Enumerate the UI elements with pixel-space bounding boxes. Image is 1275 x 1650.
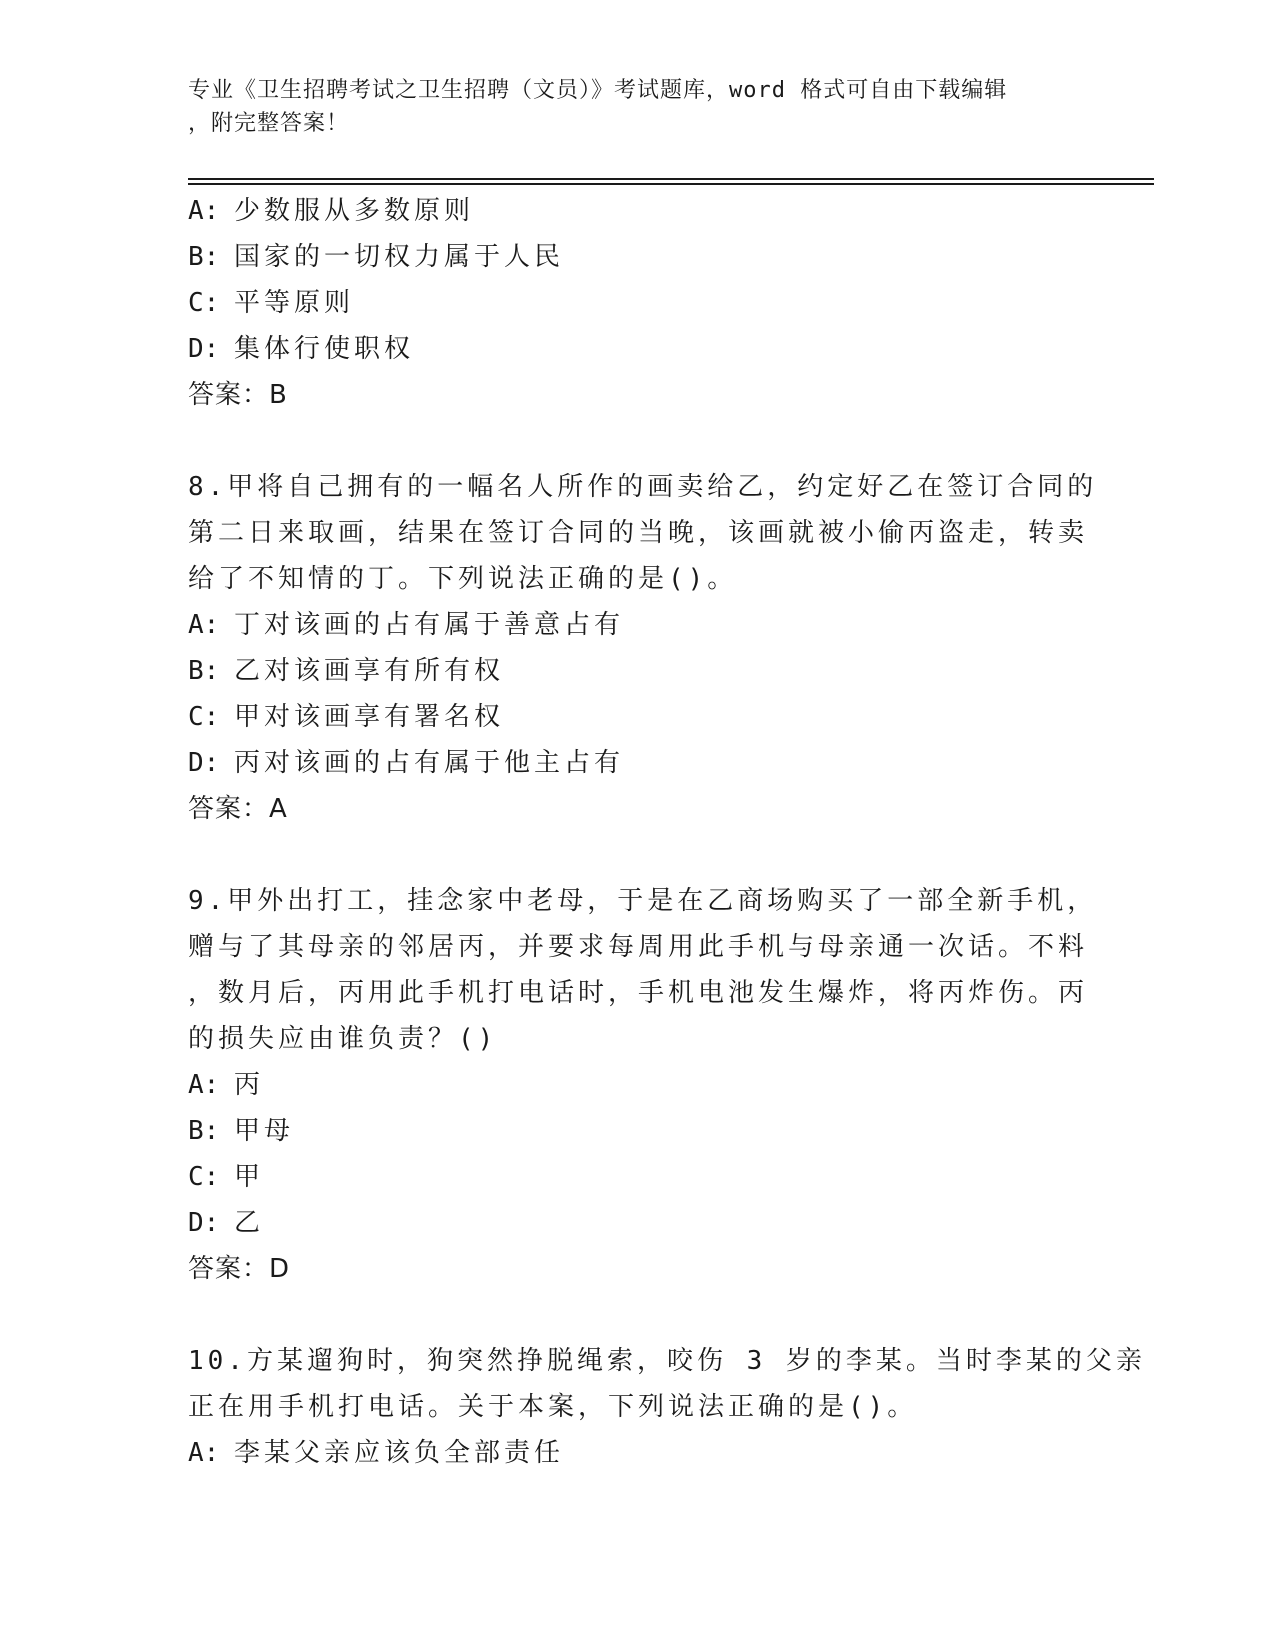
option-label: B: (188, 656, 220, 686)
option-label: C: (188, 1162, 220, 1192)
question-stem-line: 8.甲将自己拥有的一幅名人所作的画卖给乙，约定好乙在签订合同的 (188, 472, 1098, 502)
option-label: C: (188, 288, 220, 318)
option-label: A: (188, 1438, 220, 1468)
option-label: A: (188, 196, 220, 226)
option-a (188, 602, 1088, 648)
question-list (188, 188, 1146, 1476)
option-text: 李某父亲应该负全部责任 (234, 1438, 565, 1468)
option-label: B: (188, 1116, 220, 1146)
question-stem-line: 正在用手机打电话。关于本案，下列说法正确的是()。 (188, 1392, 918, 1422)
option-text: 丙对该画的占有属于他主占有 (234, 748, 625, 778)
option-text: 甲 (234, 1162, 265, 1192)
answer-line: 答案：D (188, 1254, 291, 1284)
option-b (188, 1108, 1088, 1154)
option-c (188, 1154, 1088, 1200)
question-block-continued (188, 188, 1088, 418)
option-d (188, 740, 1088, 786)
option-label: C: (188, 702, 220, 732)
option-c (188, 694, 1088, 740)
option-d (188, 1200, 1088, 1246)
question-9 (188, 878, 1098, 1292)
spacer (188, 418, 1088, 464)
option-a (188, 188, 1088, 234)
question-stem-line: 的损失应由谁负责？() (188, 1024, 498, 1054)
option-text: 平等原则 (234, 288, 355, 318)
header-divider-top (188, 178, 1154, 180)
option-text: 乙 (234, 1208, 265, 1238)
option-text: 甲母 (234, 1116, 295, 1146)
option-b (188, 234, 1088, 280)
question-stem-line: 赠与了其母亲的邻居丙，并要求每周用此手机与母亲通一次话。不料 (188, 932, 1089, 962)
option-text: 集体行使职权 (234, 334, 415, 364)
answer-line: 答案：B (188, 380, 288, 410)
document-header (188, 74, 1088, 140)
question-stem-line: 第二日来取画，结果在签订合同的当晚，该画就被小偷丙盗走，转卖 (188, 518, 1089, 548)
option-label: A: (188, 1070, 220, 1100)
header-line-1: 专业《卫生招聘考试之卫生招聘（文员）》考试题库，word 格式可自由下载编辑 (188, 78, 1008, 103)
answer-line: 答案：A (188, 794, 288, 824)
option-b (188, 648, 1088, 694)
header-line-2: ，附完整答案！ (188, 111, 350, 136)
spacer (188, 1292, 1088, 1338)
option-text: 丙 (234, 1070, 265, 1100)
option-text: 丁对该画的占有属于善意占有 (234, 610, 625, 640)
option-label: D: (188, 1208, 220, 1238)
option-text: 国家的一切权力属于人民 (234, 242, 565, 272)
question-8 (188, 464, 1098, 832)
option-text: 乙对该画享有所有权 (234, 656, 505, 686)
spacer (188, 832, 1088, 878)
question-stem-line: 给了不知情的丁。下列说法正确的是()。 (188, 564, 738, 594)
option-text: 甲对该画享有署名权 (234, 702, 505, 732)
option-label: D: (188, 748, 220, 778)
option-text: 少数服从多数原则 (234, 196, 475, 226)
question-stem-line: 9.甲外出打工，挂念家中老母，于是在乙商场购买了一部全新手机， (188, 886, 1098, 916)
option-label: B: (188, 242, 220, 272)
question-10 (188, 1338, 1146, 1476)
option-a (188, 1062, 1088, 1108)
header-divider-bottom (188, 183, 1154, 185)
option-d (188, 326, 1088, 372)
option-a (188, 1430, 1088, 1476)
option-label: A: (188, 610, 220, 640)
option-c (188, 280, 1088, 326)
question-stem-line: ，数月后，丙用此手机打电话时，手机电池发生爆炸，将丙炸伤。丙 (188, 978, 1089, 1008)
option-label: D: (188, 334, 220, 364)
question-stem-line: 10.方某遛狗时，狗突然挣脱绳索，咬伤 3 岁的李某。当时李某的父亲 (188, 1346, 1146, 1376)
